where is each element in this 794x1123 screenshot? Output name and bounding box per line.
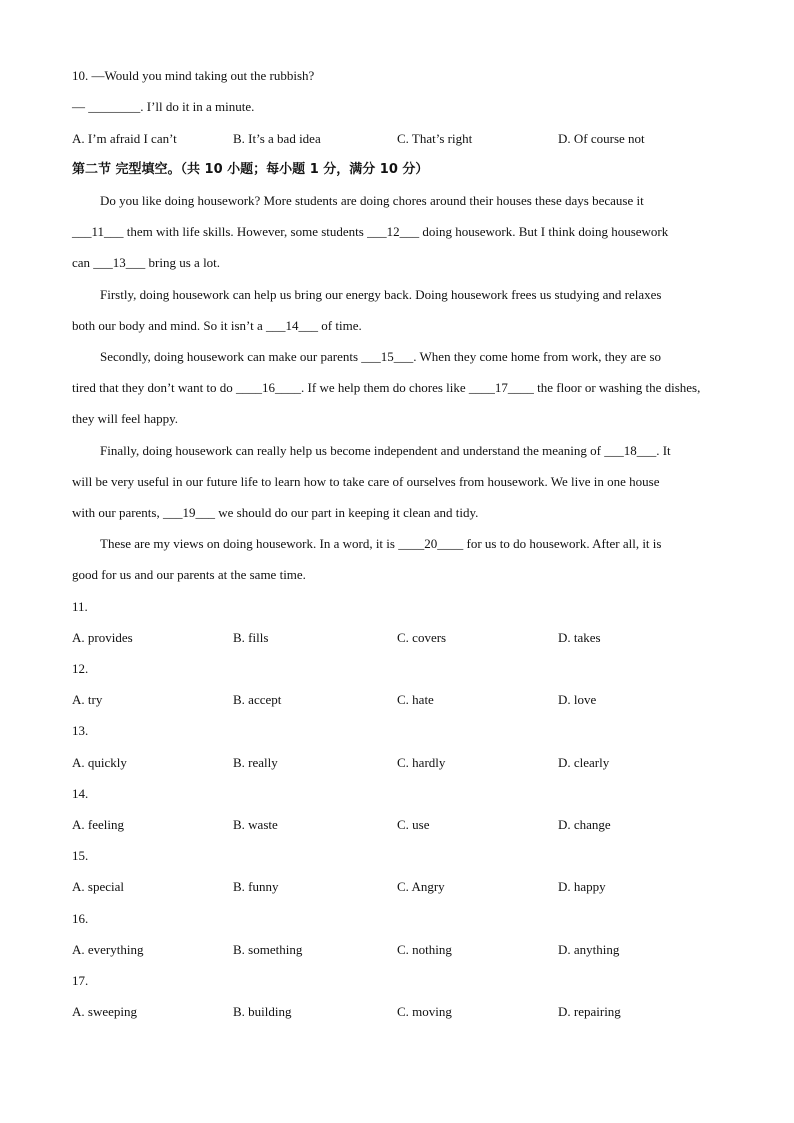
passage-p1-line1: Do you like doing housework? More students are doing chores around their houses these days because it	[100, 193, 644, 208]
blank-14: ___14___	[266, 318, 319, 333]
question-number: 14.	[72, 786, 89, 801]
option-b: B. really	[233, 755, 278, 770]
option-b: B. waste	[233, 817, 278, 832]
question-options	[72, 816, 724, 834]
option-b: B. fills	[233, 630, 269, 645]
q10-blank: ________	[88, 99, 141, 114]
passage-p5-line1	[72, 535, 661, 553]
option-c: C. use	[397, 817, 430, 832]
passage-text: both our body and mind. So it isn’t a	[72, 318, 267, 333]
passage-text: These are my views on doing housework. In a word, it is	[100, 536, 399, 551]
q10-reply-text: . I’ll do it in a minute.	[140, 99, 255, 114]
q10-reply	[72, 98, 254, 116]
passage-text: we should do our part in keeping it clean and tidy.	[214, 505, 479, 520]
passage-text: tired that they don’t want to do	[72, 380, 237, 395]
passage-text: with our parents,	[72, 505, 163, 520]
passage-p4-line1	[72, 442, 671, 460]
passage-text: the floor or washing the dishes,	[533, 380, 701, 395]
passage-text: can	[72, 255, 94, 270]
option-b: B. something	[233, 942, 303, 957]
question-options	[72, 629, 724, 647]
passage-text: Secondly, doing housework can make our parents	[100, 349, 362, 364]
passage-text: . If we help them do chores like	[301, 380, 469, 395]
q10-option-d: D. Of course not	[558, 131, 645, 146]
question-number: 12.	[72, 661, 89, 676]
q10-option-c: C. That’s right	[397, 131, 473, 146]
q10-options	[72, 130, 724, 148]
question-number: 17.	[72, 973, 89, 988]
passage-p1-line2	[72, 223, 668, 241]
option-b: B. accept	[233, 692, 282, 707]
q10-option-a: A. I’m afraid I can’t	[72, 131, 177, 146]
option-c: C. covers	[397, 630, 447, 645]
passage-text: Finally, doing housework can really help us become independent and understand the meaning of	[100, 443, 605, 458]
question-options	[72, 1003, 724, 1021]
passage-text: of time.	[318, 318, 362, 333]
passage-p1-line3	[72, 254, 220, 272]
passage-p3-line2	[72, 379, 700, 397]
option-a: A. try	[72, 692, 103, 707]
option-b: B. funny	[233, 879, 279, 894]
question-options	[72, 691, 724, 709]
passage-text: . It	[656, 443, 671, 458]
option-a: A. sweeping	[72, 1004, 137, 1019]
blank-17: ____17____	[468, 380, 534, 395]
blank-20: ____20____	[398, 536, 464, 551]
passage-p5-line2: good for us and our parents at the same time.	[72, 567, 306, 582]
passage-p3-line3: they will feel happy.	[72, 411, 179, 426]
blank-11: ___11___	[72, 224, 124, 239]
q10-stem: 10. —Would you mind taking out the rubbish?	[72, 68, 315, 83]
passage-text: bring us a lot.	[145, 255, 221, 270]
option-c: C. hardly	[397, 755, 446, 770]
question-options	[72, 878, 724, 896]
option-a: A. quickly	[72, 755, 127, 770]
passage-text: . When they come home from work, they are so	[413, 349, 662, 364]
blank-19: ___19___	[162, 505, 215, 520]
option-a: A. everything	[72, 942, 144, 957]
blank-18: ___18___	[604, 443, 657, 458]
option-d: D. clearly	[558, 755, 610, 770]
question-options	[72, 941, 724, 959]
option-d: D. change	[558, 817, 611, 832]
option-c: C. moving	[397, 1004, 452, 1019]
blank-15: ___15___	[361, 349, 414, 364]
option-c: C. Angry	[397, 879, 445, 894]
passage-p2-line2	[72, 317, 362, 335]
passage-p3-line1	[72, 348, 661, 366]
option-a: A. feeling	[72, 817, 124, 832]
option-d: D. happy	[558, 879, 606, 894]
q10-dash: —	[72, 99, 89, 114]
passage-text: for us to do housework. After all, it is	[463, 536, 662, 551]
blank-12: ___12___	[367, 224, 420, 239]
question-number: 13.	[72, 723, 89, 738]
option-d: D. love	[558, 692, 597, 707]
option-a: A. provides	[72, 630, 133, 645]
option-d: D. anything	[558, 942, 620, 957]
passage-p4-line2: will be very useful in our future life to learn how to take care of ourselves from housework. We live in one house	[72, 474, 660, 489]
passage-p2-line1: Firstly, doing housework can help us bring our energy back. Doing housework frees us studying and relaxes	[100, 287, 662, 302]
option-a: A. special	[72, 879, 124, 894]
option-d: D. repairing	[558, 1004, 621, 1019]
q10-option-b: B. It’s a bad idea	[233, 131, 321, 146]
question-options	[72, 754, 724, 772]
passage-p4-line3	[72, 504, 478, 522]
question-number: 15.	[72, 848, 89, 863]
question-number: 11.	[72, 599, 88, 614]
option-b: B. building	[233, 1004, 292, 1019]
option-c: C. nothing	[397, 942, 452, 957]
passage-text: doing housework. But I think doing housework	[419, 224, 669, 239]
blank-16: ____16____	[236, 380, 302, 395]
section-title: 第二节 完型填空。（共 10 小题；每小题 1 分，满分 10 分）	[72, 162, 429, 177]
passage-text: them with life skills. However, some students	[123, 224, 368, 239]
option-c: C. hate	[397, 692, 434, 707]
blank-13: ___13___	[93, 255, 146, 270]
option-d: D. takes	[558, 630, 601, 645]
question-number: 16.	[72, 911, 89, 926]
